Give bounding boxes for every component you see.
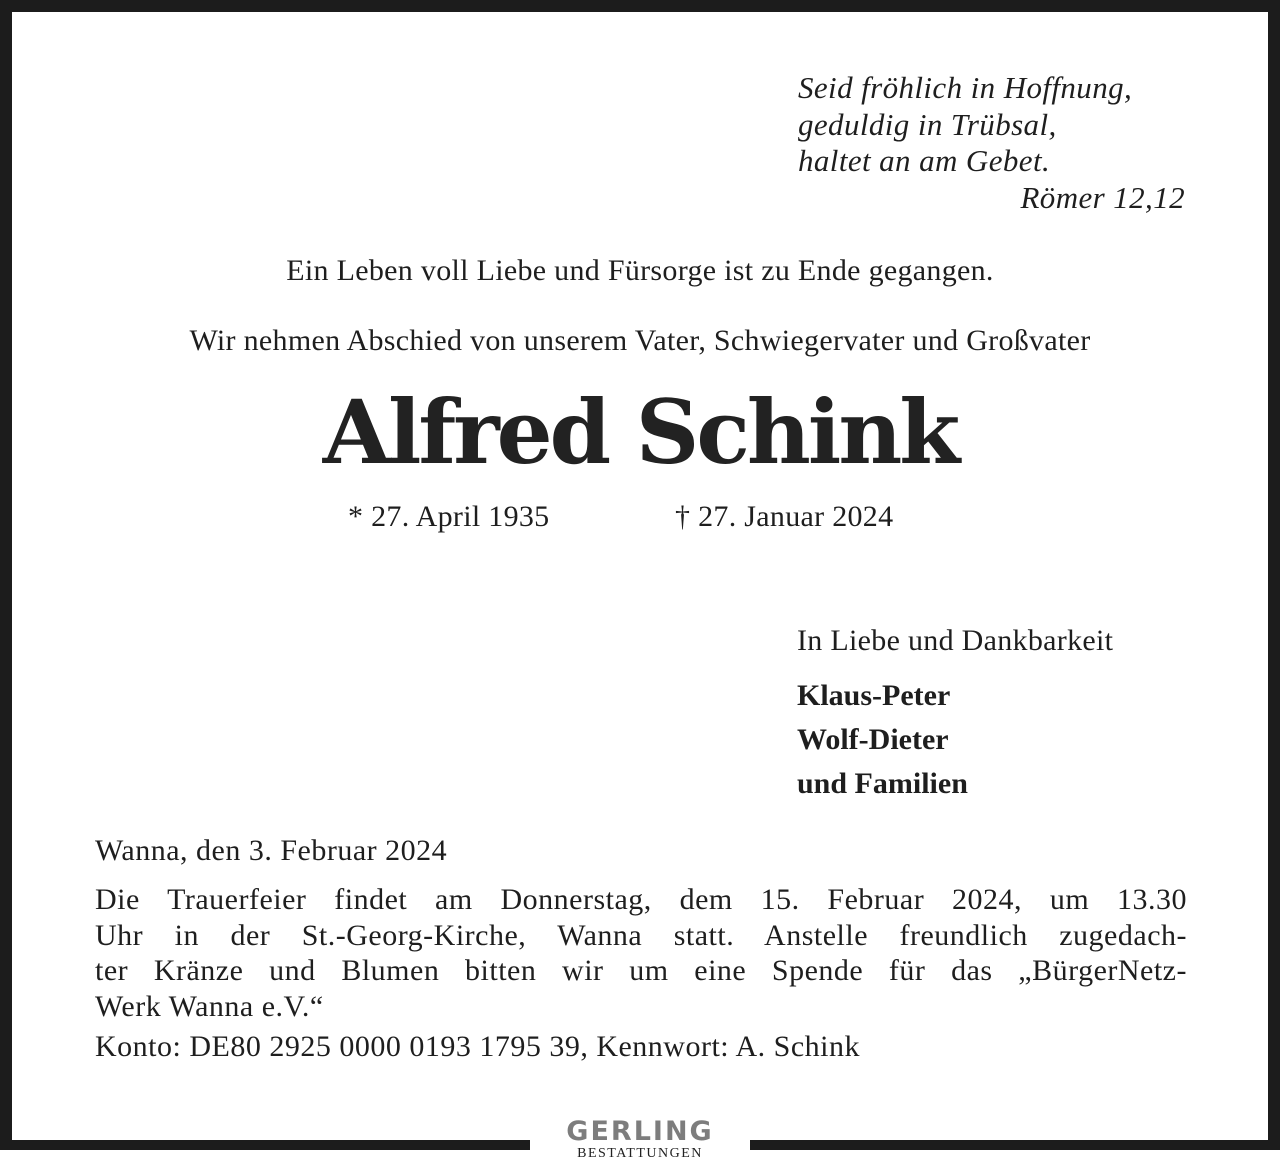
bible-verse	[798, 70, 1188, 216]
farewell-text: Wir nehmen Abschied von unserem Vater, Schwiegervater und Großvater	[189, 324, 1091, 357]
funeral-home-logo	[530, 1118, 750, 1161]
closing-phrase: In Liebe und Dankbarkeit	[797, 624, 1114, 657]
border-right	[1268, 0, 1280, 1150]
service-info-line: Uhr in der St.-Georg-Kirche, Wanna statt. Anstelle freundlich zugedach-	[95, 918, 1187, 952]
border-left	[0, 0, 12, 1150]
logo-name: GERLING	[566, 1116, 714, 1147]
mourner-name: Wolf-Dieter	[797, 723, 949, 756]
birth-date: * 27. April 1935	[348, 500, 550, 533]
mourner-name: und Familien	[797, 767, 968, 800]
verse-line: Seid fröhlich in Hoffnung,	[798, 70, 1133, 105]
verse-reference: Römer 12,12	[1020, 179, 1185, 215]
deceased-name: Alfred Schink	[322, 380, 958, 484]
verse-line: haltet an am Gebet.	[798, 143, 1051, 178]
service-info	[95, 882, 1187, 1024]
mourner-name: Klaus-Peter	[797, 679, 951, 712]
logo-subtitle: BESTATTUNGEN	[577, 1146, 703, 1161]
border-bottom-right	[750, 1140, 1280, 1150]
intro-text: Ein Leben voll Liebe und Fürsorge ist zu Ende gegangen.	[286, 254, 994, 287]
mourners-list	[797, 674, 968, 806]
death-date: † 27. Januar 2024	[675, 500, 894, 533]
border-top	[0, 0, 1280, 12]
verse-line: geduldig in Trübsal,	[798, 106, 1057, 142]
place-date: Wanna, den 3. Februar 2024	[95, 834, 448, 867]
border-bottom-left	[0, 1140, 530, 1150]
service-info-line: ter Kränze und Blumen bitten wir um eine Spende für das „BürgerNetz-	[95, 954, 1187, 987]
bank-account: Konto: DE80 2925 0000 0193 1795 39, Kennwort: A. Schink	[95, 1030, 860, 1063]
service-info-line: Die Trauerfeier findet am Donnerstag, dem 15. Februar 2024, um 13.30	[95, 883, 1187, 916]
service-info-line: Werk Wanna e.V.“	[95, 989, 324, 1023]
